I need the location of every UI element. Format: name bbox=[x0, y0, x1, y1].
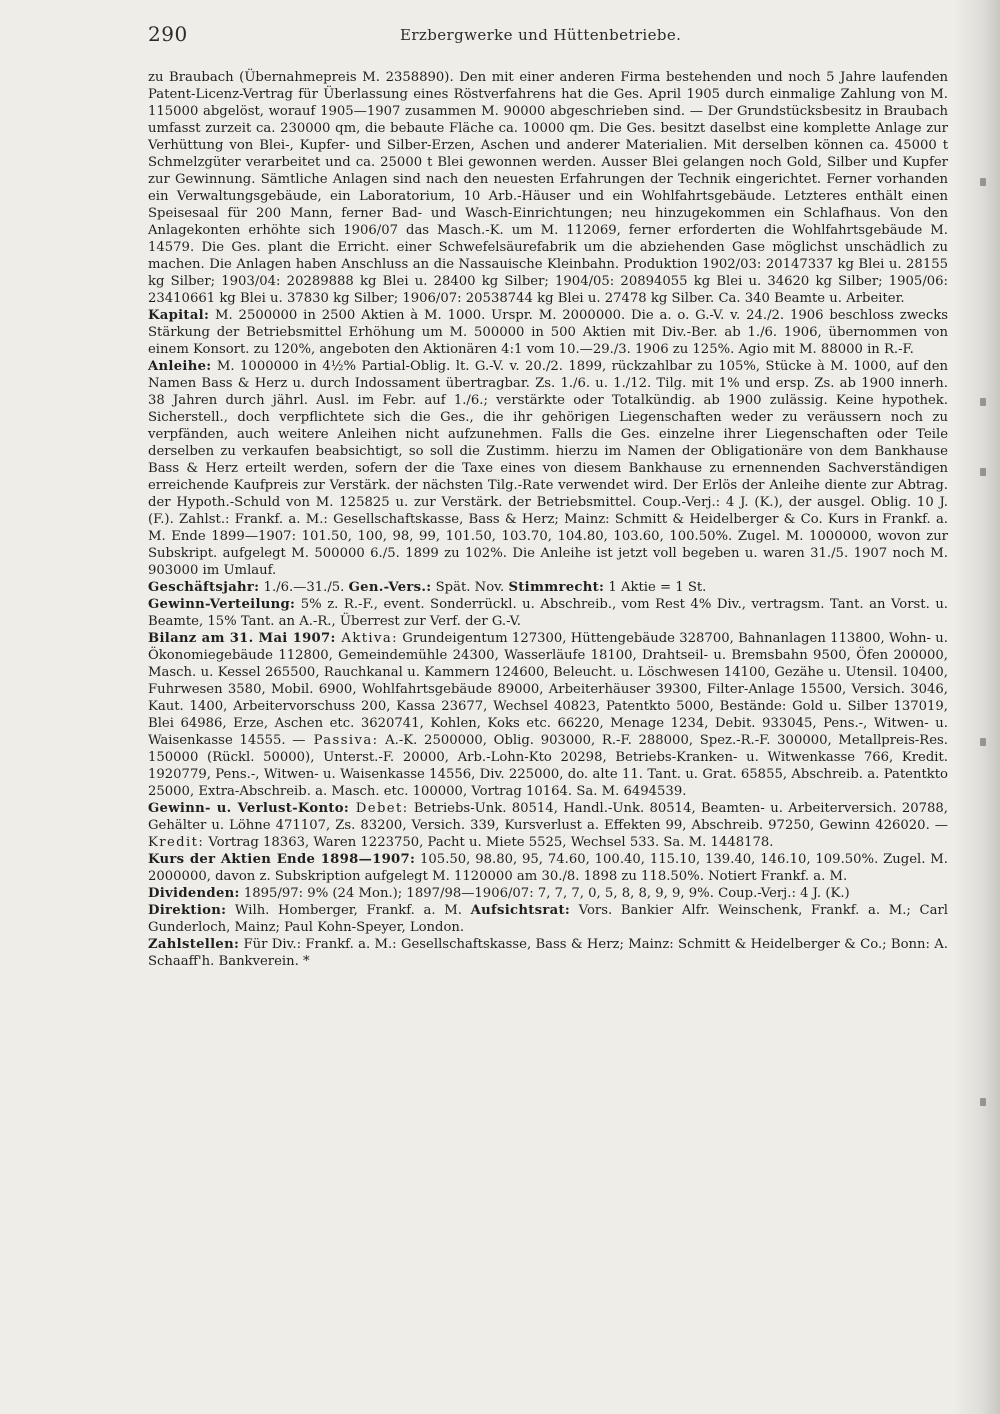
section-dividenden bbox=[148, 885, 948, 902]
kredit-text: Vortrag 18363, Waren 1223750, Pacht u. Miete 5525, Wechsel 533. Sa. M. 1448178. bbox=[204, 835, 774, 850]
edge-mark bbox=[980, 1098, 986, 1106]
section-text: Für Div.: Frankf. a. M.: Gesellschaftskasse, Bass & Herz; Mainz: Schmitt & Heidelberger & Co.; Bonn: A. Schaaff'h. Bankverein. bbox=[148, 937, 948, 969]
debet-text: Betriebs-Unk. 80514, Handl.-Unk. 80514, Beamten- u. Arbeiterversich. 20788, Gehälter u. Löhne 471107, Zs. 83200, Versich. 339, Kursverlust a. Effekten 99, Abschreib. 97250, Gewinn 426020. — bbox=[148, 801, 948, 833]
section-text-gen-vers: Spät. Nov. bbox=[431, 580, 505, 595]
section-label-stimmrecht: Stimmrecht: bbox=[508, 580, 605, 595]
section-kapital bbox=[148, 307, 948, 358]
section-geschaeftsjahr bbox=[148, 579, 948, 596]
body-text bbox=[148, 69, 948, 970]
passiva-text: A.-K. 2500000, Oblig. 903000, R.-F. 288000, Spez.-R.-F. 300000, Metallpreis-Res. 150000 (Rückl. 50000), Unterst.-F. 20000, Arb.-Lohn-Kto 20298, Betriebs-Kranken- u. Witwenkasse 766, Kredit. 1920779, Pens.-, Witwen- u. Waisenkasse 14556, Div. 225000, do. alte 11. Tant. u. Grat. 65855, Abschreib. a. Patentkto 25000, Extra-Abschreib. a. Masch. etc. 100000, Vortrag 10164. Sa. M. 6494539. bbox=[148, 733, 948, 799]
section-gewinn-verlust bbox=[148, 800, 948, 851]
section-text-aufsichtsrat: Vors. Bankier Alfr. Weinschenk, Frankf. a. M.; Carl Gunderloch, Mainz; Paul Kohn-Speyer, London. bbox=[148, 903, 948, 935]
debet-label: Debet: bbox=[349, 801, 409, 816]
section-direktion bbox=[148, 902, 948, 936]
section-text: 105.50, 98.80, 95, 74.60, 100.40, 115.10, 139.40, 146.10, 109.50%. Zugel. M. 2000000, davon z. Subskription aufgelegt M. 1120000 am 30./8. 1898 zu 118.50%. Notiert Frankf. a. M. bbox=[148, 852, 948, 884]
section-label: Kapital: bbox=[148, 308, 210, 323]
page-edge-shadow bbox=[954, 0, 1000, 1414]
running-head: Erzbergwerke und Hüttenbetriebe. bbox=[400, 26, 682, 44]
intro-paragraph: zu Braubach (Übernahmepreis M. 2358890). Den mit einer anderen Firma bestehenden und noch 5 Jahre laufenden Patent-Licenz-Vertrag für Überlassung eines Röstverfahrens hat die Ges. April 1905 durch einmalige Zahlung von M. 115000 abgelöst, worauf 1905—1907 zusammen M. 90000 abgeschrieben sind. — Der Grundstücksbesitz in Braubach umfasst zurzeit ca. 230000 qm, die bebaute Fläche ca. 10000 qm. Die Ges. besitzt daselbst eine komplette Anlage zur Verhüttung von Blei-, Kupfer- und Silber-Erzen, Aschen und anderer Materialien. Mit derselben können ca. 45000 t Schmelzgüter verarbeitet und ca. 25000 t Blei gewonnen werden. Ausser Blei gelangen noch Gold, Silber und Kupfer zur Gewinnung. Sämtliche Anlagen sind nach den neuesten Erfahrungen der Technik eingerichtet. Ferner vorhanden ein Verwaltungsgebäude, ein Laboratorium, 10 Arb.-Häuser und ein Wohlfahrtsgebäude. Letzteres enthält einen Speisesaal für 200 Mann, ferner Bad- und Wasch-Einrichtungen; neu hinzugekommen ein Schlafhaus. Von den Anlagekonten erhöhte sich 1906/07 das Masch.-K. um M. 112069, ferner erforderten die Wohlfahrtsgebäude M. 14579. Die Ges. plant die Erricht. einer Schwefelsäurefabrik um die abziehenden Gase möglichst unschädlich zu machen. Die Anlagen haben Anschluss an die Nassauische Kleinbahn. Produktion 1902/03: 20147337 kg Blei u. 28155 kg Silber; 1903/04: 20289888 kg Blei u. 28400 kg Silber; 1904/05: 20894055 kg Blei u. 34620 kg Silber; 1905/06: 23410661 kg Blei u. 37830 kg Silber; 1906/07: 20538744 kg Blei u. 27478 kg Silber. Ca. 340 Beamte u. Arbeiter. bbox=[148, 70, 948, 306]
section-label: Anleihe: bbox=[148, 359, 212, 374]
passiva-label: Passiva: bbox=[305, 733, 379, 748]
section-anleihe bbox=[148, 358, 948, 579]
section-label: Gewinn- u. Verlust-Konto: bbox=[148, 801, 350, 816]
section-label: Gewinn-Verteilung: bbox=[148, 597, 296, 612]
section-text: M. 2500000 in 2500 Aktien à M. 1000. Urspr. M. 2000000. Die a. o. G.-V. v. 24./2. 1906 beschloss zwecks Stärkung der Betriebsmittel Erhöhung um M. 500000 in 500 Aktien mit Div.-Ber. ab 1./6. 1906, übernommen von einem Konsort. zu 120%, angeboten den Aktionären 4:1 vom 10.—29./3. 1906 zu 125%. Agio mit M. 88000 in R.-F. bbox=[148, 308, 948, 357]
section-label: Geschäftsjahr: bbox=[148, 580, 260, 595]
edge-mark bbox=[980, 398, 986, 406]
edge-mark bbox=[980, 178, 986, 186]
aktiva-text: Grundeigentum 127300, Hüttengebäude 328700, Bahnanlagen 113800, Wohn- u. Ökonomiegebäude 112800, Gemeindemühle 24300, Wasserläufe 18100, Drahtseil- u. Bremsbahn 9500, Öfen 200000, Masch. u. Kessel 265500, Rauchkanal u. Kammern 124600, Beleucht. u. Löschwesen 14100, Gezähe u. Utensil. 10400, Fuhrwesen 3580, Mobil. 6900, Wohlfahrtsgebäude 89000, Arbeiterhäuser 39300, Filter-Anlage 15500, Versich. 3046, Kaut. 1400, Arbeitervorschuss 200, Kassa 23677, Wechsel 40823, Patentkto 5000, Bestände: Gold u. Silber 137019, Blei 64986, Erze, Aschen etc. 3620741, Kohlen, Koks etc. 66220, Menage 1234, Debit. 933045, Pens.-, Witwen- u. Waisenkasse 14555. — bbox=[148, 631, 948, 748]
section-label-aufsichtsrat: Aufsichtsrat: bbox=[470, 903, 571, 918]
section-text: M. 1000000 in 4½% Partial-Oblig. lt. G.-V. v. 20./2. 1899, rückzahlbar zu 105%, Stücke à M. 1000, auf den Namen Bass & Herz u. durch Indossament übertragbar. Zs. 1./6. u. 1./12. Tilg. mit 1% und ersp. Zs. ab 1900 innerh. 38 Jahren durch jährl. Ausl. im Febr. auf 1./6.; verstärkte oder Totalkündig. ab 1900 zulässig. Keine hypothek. Sicherstell., doch verpflichtete sich die Ges., die ihr gehörigen Liegenschaften weder zu veräussern noch zu verpfänden, auch weitere Anleihen nicht aufzunehmen. Falls die Ges. einzelne ihrer Liegenschaften oder Teile derselben zu verkaufen beabsichtigt, so soll die Zustimm. hierzu im Namen der Obligationäre von dem Bankhause Bass & Herz erteilt werden, sofern der die Taxe eines von diesem Bankhause zu ernennenden Sachverständigen erreichende Kaufpreis zur Verstärk. der nächsten Tilg.-Rate verwendet wird. Der Erlös der Anleihe diente zur Abtrag. der Hypoth.-Schuld von M. 125825 u. zur Verstärk. der Betriebsmittel. Coup.-Verj.: 4 J. (K.), der ausgel. Oblig. 10 J. (F.). Zahlst.: Frankf. a. M.: Gesellschaftskasse, Bass & Herz; Mainz: Schmitt & Heidelberger & Co. Kurs in Frankf. a. M. Ende 1899—1907: 101.50, 100, 98, 99, 101.50, 103.70, 104.80, 103.60, 100.50%. Zugel. M. 1000000, wovon zur Subskript. aufgelegt M. 500000 6./5. 1899 zu 102%. Die Anleihe ist jetzt voll begeben u. waren 31./5. 1907 noch M. 903000 im Umlauf. bbox=[148, 359, 948, 578]
page-header bbox=[148, 22, 948, 52]
section-label-gen-vers: Gen.-Vers.: bbox=[348, 580, 432, 595]
aktiva-label: Aktiva: bbox=[335, 631, 398, 646]
section-label: Kurs der Aktien Ende 1898—1907: bbox=[148, 852, 416, 867]
kredit-label: Kredit: bbox=[148, 835, 205, 850]
section-text-stimmrecht: 1 Aktie = 1 St. bbox=[604, 580, 707, 595]
section-text: Wilh. Homberger, Frankf. a. M. bbox=[226, 903, 462, 918]
edge-mark bbox=[980, 468, 986, 476]
section-text: 5% z. R.-F., event. Sonderrückl. u. Abschreib., vom Rest 4% Div., vertragsm. Tant. an Vorst. u. Beamte, 15% Tant. an A.-R., Überrest zur Verf. der G.-V. bbox=[148, 597, 948, 629]
asterisk-mark: * bbox=[298, 954, 310, 969]
section-label: Zahlstellen: bbox=[148, 937, 240, 952]
section-gewinn-verteilung bbox=[148, 596, 948, 630]
section-text: 1895/97: 9% (24 Mon.); 1897/98—1906/07: 7, 7, 7, 0, 5, 8, 8, 9, 9, 9%. Coup.-Verj.: 4 J. (K.) bbox=[239, 886, 850, 901]
section-label: Direktion: bbox=[148, 903, 227, 918]
section-text: 1./6.—31./5. bbox=[259, 580, 345, 595]
section-kurs bbox=[148, 851, 948, 885]
section-zahlstellen bbox=[148, 936, 948, 970]
page-number: 290 bbox=[148, 22, 188, 46]
section-bilanz bbox=[148, 630, 948, 800]
section-label: Dividenden: bbox=[148, 886, 240, 901]
section-label: Bilanz am 31. Mai 1907: bbox=[148, 631, 336, 646]
edge-mark bbox=[980, 738, 986, 746]
